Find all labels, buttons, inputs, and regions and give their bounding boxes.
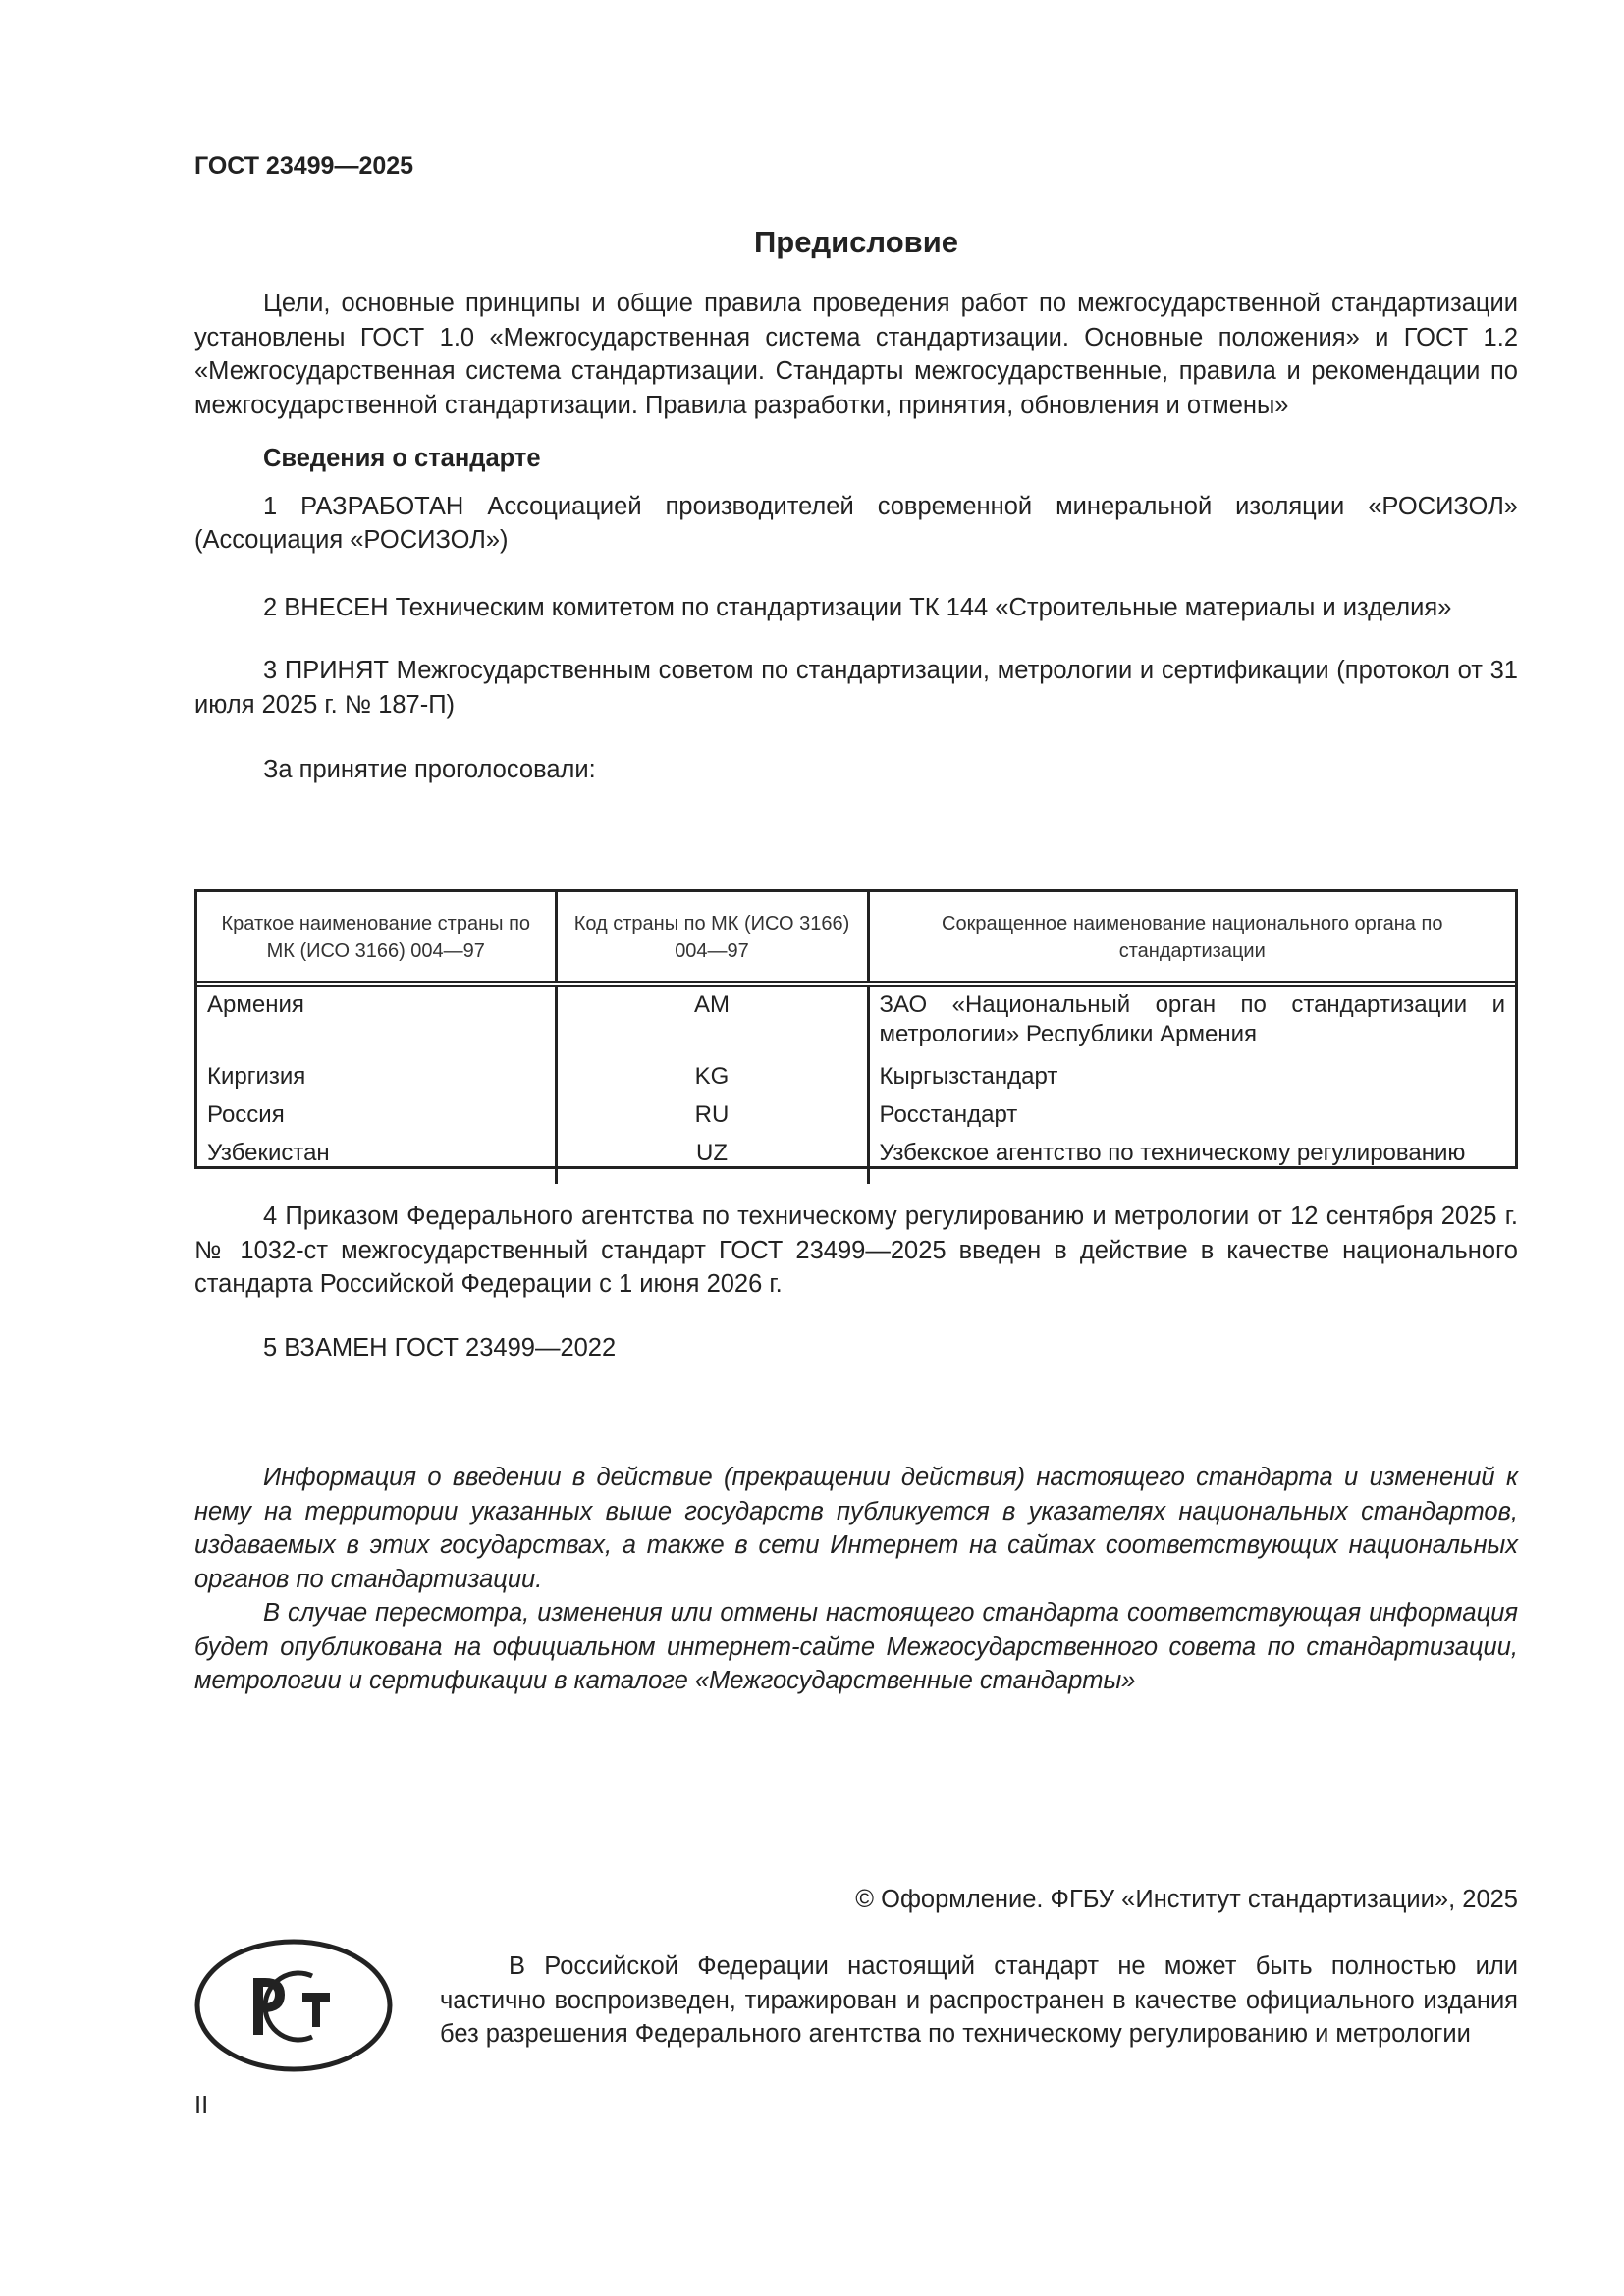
copyright: © Оформление. ФГБУ «Институт стандартизации», 2025: [855, 1886, 1518, 1913]
country: Армения: [207, 991, 304, 1018]
item-3: 3 ПРИНЯТ Межгосударственным советом по стандартизации, метрологии и сертификации (протокол от 31 июля 2025 г. № 187-П): [194, 657, 1518, 719]
info-heading: Сведения о стандарте: [263, 445, 541, 472]
country: Россия: [207, 1101, 285, 1128]
page-number: II: [194, 2092, 209, 2119]
table-row: [197, 1136, 1515, 1184]
table-row: [197, 1059, 1515, 1097]
rst-logo: [194, 1939, 393, 2072]
item-4: 4 Приказом Федерального агентства по техническому регулированию и метрологии от 12 сентября 2025 г. № 1032-ст межгосударственный стандарт ГОСТ 23499—2025 введен в действие в качестве национального стандарта Российской Федерации с 1 июня 2026 г.: [194, 1202, 1518, 1298]
notice-paragraph-1: Информация о введении в действие (прекращении действия) настоящего стандарта и изменений к нему на территории указанных выше государств публикуется в указателях национальных стандартов, издаваемых в этих государствах, а также в сети Интернет на сайтах соответствующих национальных органов по стандартизации.: [194, 1464, 1518, 1593]
code: UZ: [556, 1136, 868, 1184]
document-number: ГОСТ 23499—2025: [194, 152, 414, 180]
header-code: Код страны по МК (ИСО 3166) 004—97: [556, 892, 868, 984]
header-body: Сокращенное наименование национального органа по стандартизации: [868, 892, 1515, 984]
intro-paragraph: Цели, основные принципы и общие правила проведения работ по межгосударственной стандартизации установлены ГОСТ 1.0 «Межгосударственная система стандартизации. Основные положения» и ГОСТ 1.2 «Межгосударственная система стандартизации. Стандарты межгосударственные, правила и рекомендации по межгосударственной стандартизации. Правила разработки, принятия, обновления и отмены»: [194, 290, 1518, 419]
code: RU: [556, 1097, 868, 1136]
country: Киргизия: [207, 1063, 306, 1090]
country: Узбекистан: [207, 1140, 330, 1166]
code: KG: [556, 1059, 868, 1097]
body: Кыргызстандарт: [868, 1059, 1515, 1097]
code: AM: [556, 984, 868, 1059]
voting-table: [194, 889, 1518, 1169]
item-5: 5 ВЗАМЕН ГОСТ 23499—2022: [263, 1333, 617, 1362]
body: Узбекское агентство по техническому регулированию: [868, 1136, 1515, 1184]
notice-paragraph-2: В случае пересмотра, изменения или отмены настоящего стандарта соответствующая информация будет опубликована на официальном интернет-сайте Межгосударственного совета по стандартизации, метрологии и сертификации в каталоге «Межгосударственные стандарты»: [194, 1599, 1518, 1694]
rights-notice: В Российской Федерации настоящий стандарт не может быть полностью или частично воспроизведен, тиражирован и распространен в качестве официального издания без разрешения Федерального агентства по техническому регулированию и метрологии: [440, 1952, 1518, 2048]
body: ЗАО «Национальный орган по стандартизации и метрологии» Республики Армения: [868, 984, 1515, 1059]
body: Росстандарт: [868, 1097, 1515, 1136]
item-2: 2 ВНЕСЕН Техническим комитетом по стандартизации ТК 144 «Строительные материалы и изделия»: [263, 593, 1452, 621]
table-row: [197, 1097, 1515, 1136]
item-1: 1 РАЗРАБОТАН Ассоциацией производителей современной минеральной изоляции «РОСИЗОЛ» (Ассоциация «РОСИЗОЛ»): [194, 492, 1518, 554]
header-country: Краткое наименование страны по МК (ИСО 3166) 004—97: [197, 892, 556, 984]
voted-label: За принятие проголосовали:: [263, 756, 596, 783]
page-title: Предисловие: [753, 225, 958, 259]
table-row: [197, 984, 1515, 1059]
table-header-row: [197, 892, 1515, 984]
